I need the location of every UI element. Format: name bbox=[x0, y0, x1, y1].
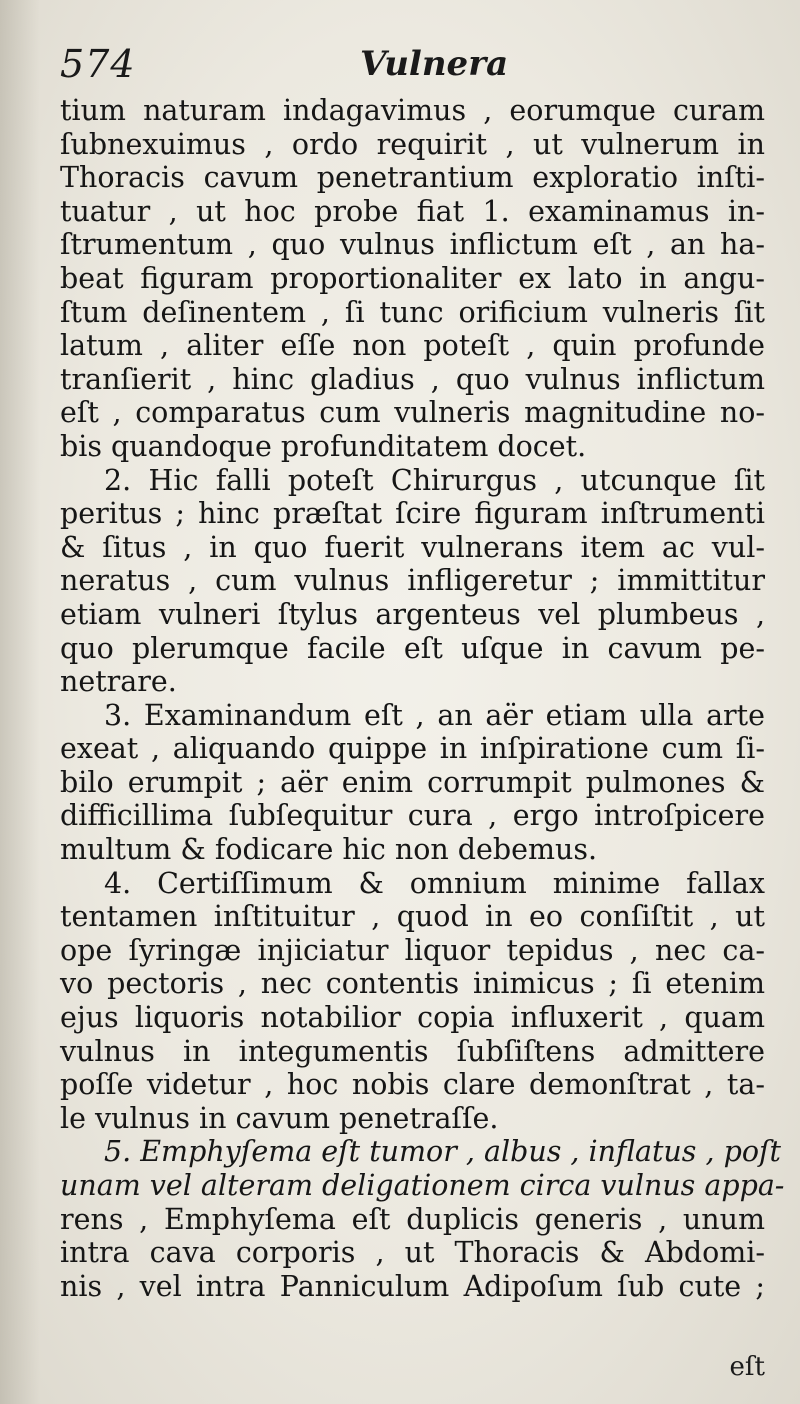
text-line: 2. Hic falli poteſt Chirurgus , utcunque ſit bbox=[104, 463, 765, 497]
text-line: unam vel alteram deligationem circa vulnus appa- bbox=[60, 1169, 785, 1202]
text-line: ope ſyringæ injiciatur liquor tepidus , nec ca- bbox=[60, 933, 765, 967]
text-line: bis quandoque profunditatem docet. bbox=[60, 429, 587, 463]
text-line: neratus , cum vulnus infligeretur ; immittitur bbox=[60, 564, 765, 598]
text-line: Thoracis cavum penetrantium exploratio inſti- bbox=[60, 161, 765, 195]
running-head: Vulnera bbox=[360, 44, 509, 84]
page-header bbox=[60, 42, 740, 92]
text-line: poſſe videtur , hoc nobis clare demonſtrat , ta- bbox=[60, 1068, 765, 1102]
catchword: eſt bbox=[729, 1352, 765, 1382]
text-line: tuatur , ut hoc probe fiat 1. examinamus in- bbox=[60, 194, 765, 228]
text-line: ſtrumentum , quo vulnus inflictum eſt , an ha- bbox=[60, 228, 765, 262]
text-line: latum , aliter eſſe non poteſt , quin profunde bbox=[60, 329, 765, 363]
page-number: 574 bbox=[60, 42, 136, 86]
text-line: ejus liquoris notabilior copia influxerit , quam bbox=[60, 1001, 765, 1035]
text-line: exeat , aliquando quippe in inſpiratione cum ſi- bbox=[60, 732, 765, 766]
text-line: vulnus in integumentis ſubſiſtens admittere bbox=[60, 1034, 765, 1068]
text-line: le vulnus in cavum penetraſſe. bbox=[60, 1101, 499, 1135]
text-line: netrare. bbox=[60, 665, 177, 699]
text-line: tium naturam indagavimus , eorumque curam bbox=[60, 94, 765, 127]
text-line: vo pectoris , nec contentis inimicus ; ſi etenim bbox=[60, 967, 765, 1001]
text-line: eſt , comparatus cum vulneris magnitudine no- bbox=[60, 396, 765, 430]
text-line: & ſitus , in quo fuerit vulnerans item ac vul- bbox=[60, 530, 765, 564]
text-line: nis , vel intra Panniculum Adipoſum ſub cute ; bbox=[60, 1269, 765, 1303]
text-line: etiam vulneri ſtylus argenteus vel plumbeus , bbox=[60, 597, 765, 631]
text-line: beat figuram proportionaliter ex lato in angu- bbox=[60, 261, 765, 295]
body-text bbox=[60, 94, 785, 1303]
text-line: 3. Examinandum eſt , an aër etiam ulla arte bbox=[104, 698, 765, 732]
text-line: tentamen inſtituitur , quod in eo conſiſtit , ut bbox=[60, 900, 765, 934]
text-line: quo plerumque facile eſt uſque in cavum pe- bbox=[60, 631, 765, 665]
text-line: peritus ; hinc præſtat ſcire figuram inſtrumenti bbox=[60, 497, 765, 531]
text-line: tranſierit , hinc gladius , quo vulnus inflictum bbox=[60, 362, 765, 396]
text-line: difficillima ſubſequitur cura , ergo introſpicere bbox=[60, 799, 765, 833]
text-line: intra cava corporis , ut Thoracis & Abdomi- bbox=[60, 1236, 765, 1270]
text-line: rens , Emphyſema eſt duplicis generis , unum bbox=[60, 1202, 765, 1236]
text-line: ſtum deſinentem , ſi tunc orificium vulneris ſit bbox=[60, 295, 765, 329]
text-line: ſubnexuimus , ordo requirit , ut vulnerum in bbox=[60, 127, 765, 161]
text-line: 4. Certiſſimum & omnium minime fallax bbox=[104, 866, 765, 900]
text-line: 5. Emphyſema eſt tumor , albus , inflatus , poſt bbox=[104, 1135, 781, 1169]
text-line: bilo erumpit ; aër enim corrumpit pulmones & bbox=[60, 765, 765, 799]
text-line: multum & fodicare hic non debemus. bbox=[60, 833, 598, 867]
